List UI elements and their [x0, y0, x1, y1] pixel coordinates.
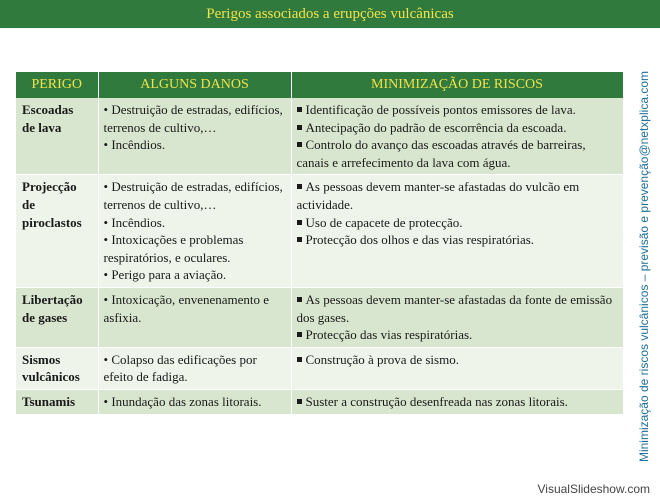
risco-item: Controlo do avanço das escoadas através de barreiras, canais e arrefecimento da lava com água. [297, 136, 619, 171]
header-danos: ALGUNS DANOS [98, 72, 291, 98]
perigo-text: Tsunamis [22, 393, 75, 409]
perigo-text: piroclastos [22, 214, 82, 230]
perigo-text: vulcânicos [22, 369, 80, 385]
riscos-cell [291, 175, 623, 288]
table-row [16, 98, 623, 175]
dano-item: • Destruição de estradas, edifícios, terrenos de cultivo,… [104, 101, 287, 136]
danos-cell [98, 287, 291, 347]
risco-item: Uso de capacete de protecção. [297, 214, 619, 232]
perigo-text: Libertação [22, 291, 83, 307]
dano-item: • Incêndios. [104, 136, 287, 154]
dano-item: • Perigo para a aviação. [104, 266, 287, 284]
sidebar-credit [630, 62, 658, 472]
dano-item: • Colapso das edificações por efeito de fadiga. [104, 351, 287, 386]
riscos-cell [291, 287, 623, 347]
sidebar-credit-text: Minimização de riscos vulcânicos – previsão e prevenção@netxplica.com [637, 71, 651, 463]
dano-item: • Inundação das zonas litorais. [104, 393, 287, 411]
dano-item: • Incêndios. [104, 214, 287, 232]
riscos-cell [291, 347, 623, 389]
risco-item: Construção à prova de sismo. [297, 351, 619, 369]
perigo-cell [16, 287, 98, 347]
danos-cell [98, 347, 291, 389]
danos-cell [98, 389, 291, 414]
perigo-text: de gases [22, 309, 68, 325]
risco-item: Identificação de possíveis pontos emissores de lava. [297, 101, 619, 119]
perigo-text: Projecção [22, 179, 77, 195]
perigo-text: Escoadas [22, 102, 74, 117]
riscos-cell [291, 98, 623, 175]
riscos-cell [291, 389, 623, 414]
perigo-text: de lava [22, 119, 62, 135]
hazards-table [16, 72, 624, 415]
perigo-text: de [22, 196, 35, 212]
table-row [16, 389, 623, 414]
danos-cell [98, 175, 291, 288]
risco-item: Protecção das vias respiratórias. [297, 326, 619, 344]
header-riscos: MINIMIZAÇÃO DE RISCOS [291, 72, 623, 98]
table-header-row [16, 72, 623, 98]
danos-cell [98, 98, 291, 175]
risco-item: Protecção dos olhos e das vias respiratórias. [297, 231, 619, 249]
page-title: Perigos associados a erupções vulcânicas [206, 5, 454, 22]
perigo-text: Sismos [22, 351, 61, 367]
dano-item: • Intoxicação, envenenamento e asfixia. [104, 291, 287, 326]
table-row [16, 287, 623, 347]
table-row [16, 175, 623, 288]
risco-item: As pessoas devem manter-se afastadas da fonte de emissão dos gases. [297, 291, 619, 326]
header-perigo: PERIGO [16, 72, 98, 98]
watermark: VisualSlideshow.com [537, 482, 650, 496]
table-row [16, 347, 623, 389]
dano-item: • Intoxicações e problemas respiratórios, e oculares. [104, 231, 287, 266]
perigo-cell [16, 347, 98, 389]
risco-item: Antecipação do padrão de escorrência da escoada. [297, 119, 619, 137]
perigo-cell [16, 389, 98, 414]
title-bar [0, 0, 660, 28]
dano-item: • Destruição de estradas, edifícios, terrenos de cultivo,… [104, 178, 287, 213]
risco-item: As pessoas devem manter-se afastadas do vulcão em actividade. [297, 178, 619, 213]
risco-item: Suster a construção desenfreada nas zonas litorais. [297, 393, 619, 411]
perigo-cell [16, 175, 98, 288]
perigo-cell [16, 98, 98, 175]
